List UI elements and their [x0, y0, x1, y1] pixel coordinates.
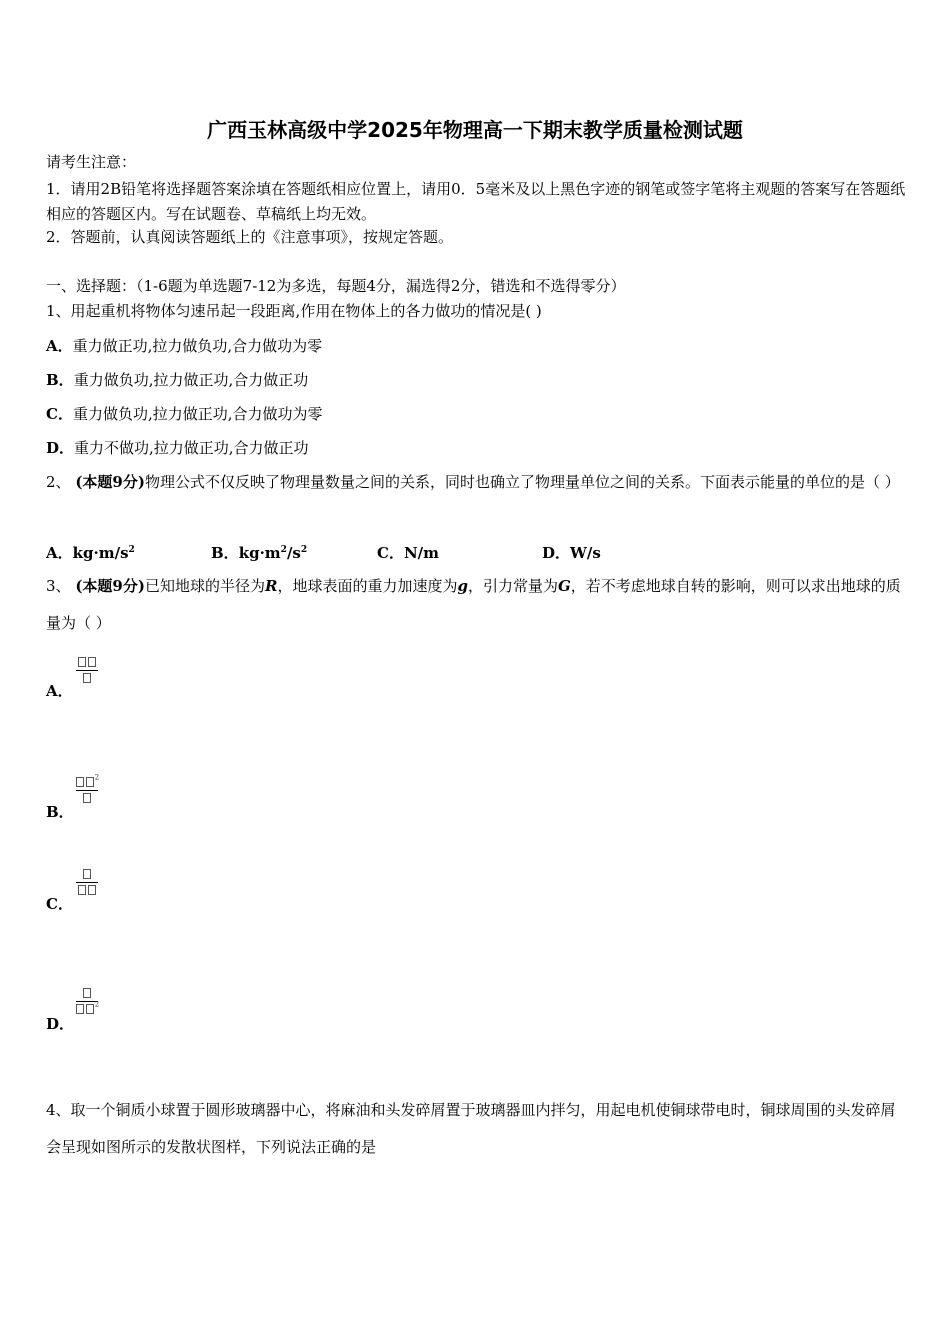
q3-option-a-formula: [72, 656, 102, 684]
q3-stem: [46, 568, 908, 642]
q1-option-a: [46, 336, 322, 356]
q3-option-d-formula: [72, 987, 102, 1015]
q3-points: (本题9分): [75, 577, 145, 595]
q2-stem: [46, 464, 908, 501]
q2-option-b: [211, 543, 307, 563]
option-text: 重力做负功,拉力做正功,合力做功为零: [72, 405, 323, 423]
option-label: A．: [46, 544, 73, 562]
option-label: B．: [211, 544, 239, 562]
q3-text-a: 已知地球的半径为: [144, 577, 265, 595]
fraction-denominator: [72, 1000, 102, 1015]
missing-glyph-icon: [76, 1004, 84, 1014]
missing-glyph-icon: [83, 673, 91, 683]
missing-glyph-icon: [78, 885, 86, 895]
q3-text-c: ，引力常量为: [467, 577, 558, 595]
q2-number: 2、: [46, 473, 76, 491]
var-r: R: [264, 577, 278, 595]
missing-glyph-icon: [78, 657, 86, 667]
option-text: kg·m/s: [72, 544, 129, 562]
fraction-bar: [76, 670, 98, 671]
fraction-denominator: [72, 884, 102, 896]
denominator-exponent: 2: [94, 1000, 100, 1009]
fraction-denominator: [72, 672, 102, 684]
option-exponent-2: 2: [300, 545, 308, 555]
missing-glyph-icon: [83, 869, 91, 879]
fraction-numerator: [72, 656, 102, 669]
q2-option-d: [542, 543, 601, 563]
notice-heading: 请考生注意：: [46, 153, 137, 171]
missing-glyph-icon: [86, 777, 94, 787]
option-label: C．: [46, 405, 73, 423]
var-big-g: G: [557, 577, 571, 595]
missing-glyph-icon: [88, 657, 96, 667]
q1-option-d: [46, 438, 309, 458]
option-exponent: 2: [280, 545, 287, 555]
q2-points: (本题9分): [75, 473, 145, 491]
q1-option-b: [46, 370, 308, 390]
q2-text: 物理公式不仅反映了物理量数量之间的关系，同时也确立了物理量单位之间的关系。下面表示能量的单位的是（ ）: [144, 473, 900, 491]
option-text: W/s: [570, 544, 601, 562]
missing-glyph-icon: [76, 777, 84, 787]
section-heading: 一、选择题：（1-6题为单选题7-12为多选，每题4分，漏选得2分，错选和不选得零分）: [46, 277, 626, 295]
fraction-numerator: [72, 987, 102, 1000]
q3-option-d-label: D．: [46, 1015, 75, 1033]
option-label: C．: [377, 544, 404, 562]
option-label: B．: [46, 371, 74, 389]
q3-option-c-formula: [72, 868, 102, 896]
notice-item-1: 1．请用2B铅笔将选择题答案涂填在答题纸相应位置上，请用0．5毫米及以上黑色字迹的钢笔或签字笔将主观题的答案写在答题纸相应的答题区内。写在试题卷、草稿纸上均无效。: [46, 180, 906, 223]
option-text: 重力做负功,拉力做正功,合力做正功: [73, 371, 309, 389]
q1-stem: 1、用起重机将物体匀速吊起一段距离,作用在物体上的各力做功的情况是( ): [46, 302, 542, 320]
q3-option-a-label: A．: [46, 682, 73, 700]
q2-options: [46, 543, 908, 563]
missing-glyph-icon: [88, 885, 96, 895]
option-text: 重力做正功,拉力做负功,合力做功为零: [72, 337, 323, 355]
fraction-denominator: [72, 792, 102, 804]
option-text: 重力不做功,拉力做正功,合力做正功: [74, 439, 309, 457]
fraction-numerator: [72, 773, 102, 789]
option-label: D．: [542, 544, 571, 562]
q3-option-c-label: C．: [46, 895, 73, 913]
missing-glyph-icon: [86, 1004, 94, 1014]
option-label: D．: [46, 439, 75, 457]
missing-glyph-icon: [83, 988, 91, 998]
missing-glyph-icon: [83, 793, 91, 803]
option-text-2: /s: [286, 544, 301, 562]
q1-option-c: [46, 404, 323, 424]
q3-text-b: ，地球表面的重力加速度为: [277, 577, 458, 595]
q4-stem: 4、取一个铜质小球置于圆形玻璃器中心，将麻油和头发碎屑置于玻璃器皿内拌匀，用起电机使铜球带电时，铜球周围的头发碎屑会呈现如图所示的发散状图样，下列说法正确的是: [46, 1101, 896, 1156]
fraction-bar: [76, 882, 98, 883]
q3-option-b-label: B．: [46, 803, 74, 821]
q3-text-d: ，若不考虑地球自转的影响，则可以求出地球的质量为（ ）: [46, 577, 901, 632]
fraction-numerator: [72, 868, 102, 881]
q3-option-b-formula: [72, 773, 102, 804]
option-text: N/m: [403, 544, 440, 562]
q2-option-a: [46, 543, 135, 563]
numerator-exponent: 2: [94, 773, 100, 782]
option-text: kg·m: [238, 544, 281, 562]
notice-item-2: 2．答题前，认真阅读答题纸上的《注意事项》，按规定答题。: [46, 228, 454, 246]
fraction-bar: [76, 790, 98, 791]
page-title: 广西玉林高级中学2025年物理高一下期末教学质量检测试题: [207, 118, 743, 142]
option-label: A．: [46, 337, 73, 355]
q2-option-c: [377, 543, 439, 563]
var-g: g: [457, 577, 468, 595]
q3-number: 3、: [46, 577, 76, 595]
option-exponent: 2: [128, 545, 135, 555]
